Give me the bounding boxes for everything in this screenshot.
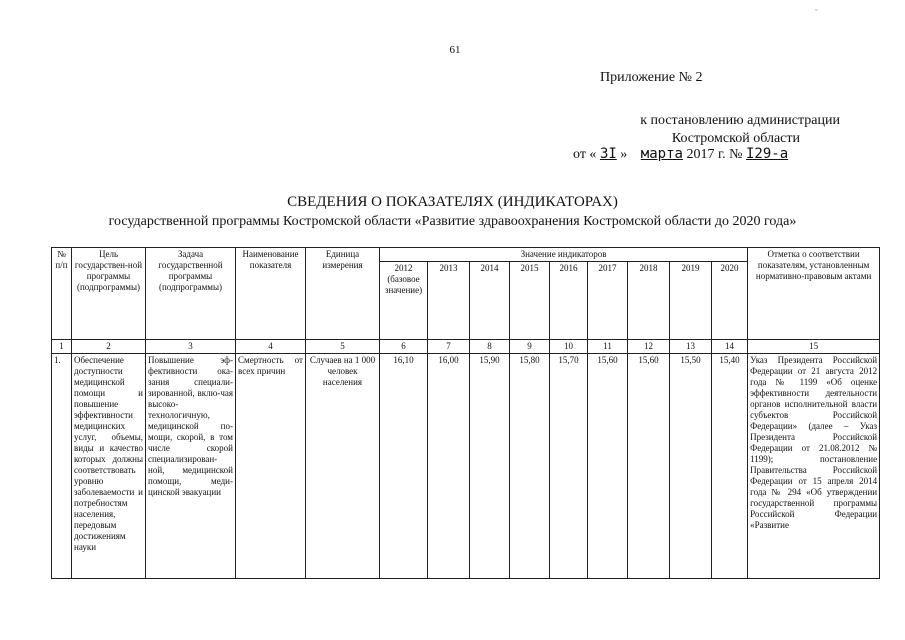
corner-mark: ˇ <box>815 8 818 17</box>
header-year: 2016 <box>550 262 588 340</box>
column-number: 3 <box>146 340 236 354</box>
decree-from: от « <box>573 147 597 162</box>
header-unit: Единица измерения <box>306 248 380 340</box>
header-year: 2017 <box>588 262 628 340</box>
decree-line-2: Костромской области <box>671 131 800 146</box>
header-year: 2018 <box>628 262 670 340</box>
header-year: 2015 <box>510 262 550 340</box>
row-value: 16,00 <box>428 354 470 579</box>
row-unit: Случаев на 1 000 человек населения <box>306 354 380 579</box>
column-number: 5 <box>306 340 380 354</box>
page-number: 61 <box>449 44 461 56</box>
column-number-row <box>52 340 880 354</box>
header-row-1 <box>52 248 880 262</box>
column-number: 8 <box>470 340 510 354</box>
header-task: Задача государственной программы (подпрограммы) <box>146 248 236 340</box>
decree-close-quote: » <box>620 147 628 162</box>
header-year: 2019 <box>670 262 712 340</box>
column-number: 10 <box>550 340 588 354</box>
header-year: 2014 <box>470 262 510 340</box>
row-value: 15,50 <box>670 354 712 579</box>
decree-year: 2017 г. № <box>686 147 743 162</box>
column-number: 1 <box>52 340 72 354</box>
header-indicator: Наименование показателя <box>236 248 306 340</box>
decree-line-1: к постановлению администрации <box>640 113 840 128</box>
header-compliance: Отметка о соответствии показателям, установленным нормативно-правовым актами <box>748 248 880 340</box>
row-num: 1. <box>52 354 72 579</box>
row-value: 15,40 <box>712 354 748 579</box>
row-goal: Обеспечение доступности медицинской помощи и повышение эффективности медицинских услуг, объемы, виды и качество которых должны соответствовать уровню заболеваемости и потребностям населения, передовым достижениям науки <box>72 354 146 579</box>
header-year: 2020 <box>712 262 748 340</box>
column-number: 14 <box>712 340 748 354</box>
row-value: 16,10 <box>380 354 428 579</box>
row-value: 15,90 <box>470 354 510 579</box>
decree-day: 3I <box>599 146 617 162</box>
column-number: 11 <box>588 340 628 354</box>
column-number: 9 <box>510 340 550 354</box>
row-value: 15,70 <box>550 354 588 579</box>
decree-date-line <box>573 146 788 163</box>
document-title: СВЕДЕНИЯ О ПОКАЗАТЕЛЯХ (ИНДИКАТОРАХ) <box>287 194 618 210</box>
row-value: 15,60 <box>628 354 670 579</box>
row-task: Повышение эф-фективности ока-зания специали-зированной, вклю-чая высоко-технологичную, медицинской по-мощи, скорой, в том числе скорой специализирован-ной, медицинской помощи, меди-цинской эвакуации <box>146 354 236 579</box>
column-number: 15 <box>748 340 880 354</box>
header-goal: Цель государствен-ной программы (подпрограммы) <box>72 248 146 340</box>
header-values-group: Значение индикаторов <box>380 248 748 262</box>
column-number: 4 <box>236 340 306 354</box>
row-value: 15,80 <box>510 354 550 579</box>
decree-reference <box>540 112 840 148</box>
header-year: 2012 (базовое значение) <box>380 262 428 340</box>
column-number: 13 <box>670 340 712 354</box>
column-number: 6 <box>380 340 428 354</box>
column-number: 12 <box>628 340 670 354</box>
indicators-table <box>51 247 880 579</box>
decree-month: марта <box>640 146 683 162</box>
row-indicator: Смертность от всех причин <box>236 354 306 579</box>
column-number: 7 <box>428 340 470 354</box>
decree-number: I29-а <box>745 146 789 162</box>
column-number: 2 <box>72 340 146 354</box>
row-value: 15,60 <box>588 354 628 579</box>
header-num: № п/п <box>52 248 72 340</box>
row-compliance: Указ Президента Российской Федерации от 21 августа 2012 года № 1199 «Об оценке эффективности деятельности органов исполнительной власти субъектов Российской Федерации» (далее – Указ Президента Российской Федерации от 21.08.2012 № 1199); постановление Правительства Российской Федерации от 15 апреля 2014 года № 294 «Об утверждении государственной программы Российской Федерации «Развитие <box>748 354 880 579</box>
appendix-label: Приложение № 2 <box>600 70 703 85</box>
header-year: 2013 <box>428 262 470 340</box>
table-row <box>52 354 880 579</box>
document-subtitle: государственной программы Костромской области «Развитие здравоохранения Костромской области до 2020 года» <box>108 214 797 229</box>
